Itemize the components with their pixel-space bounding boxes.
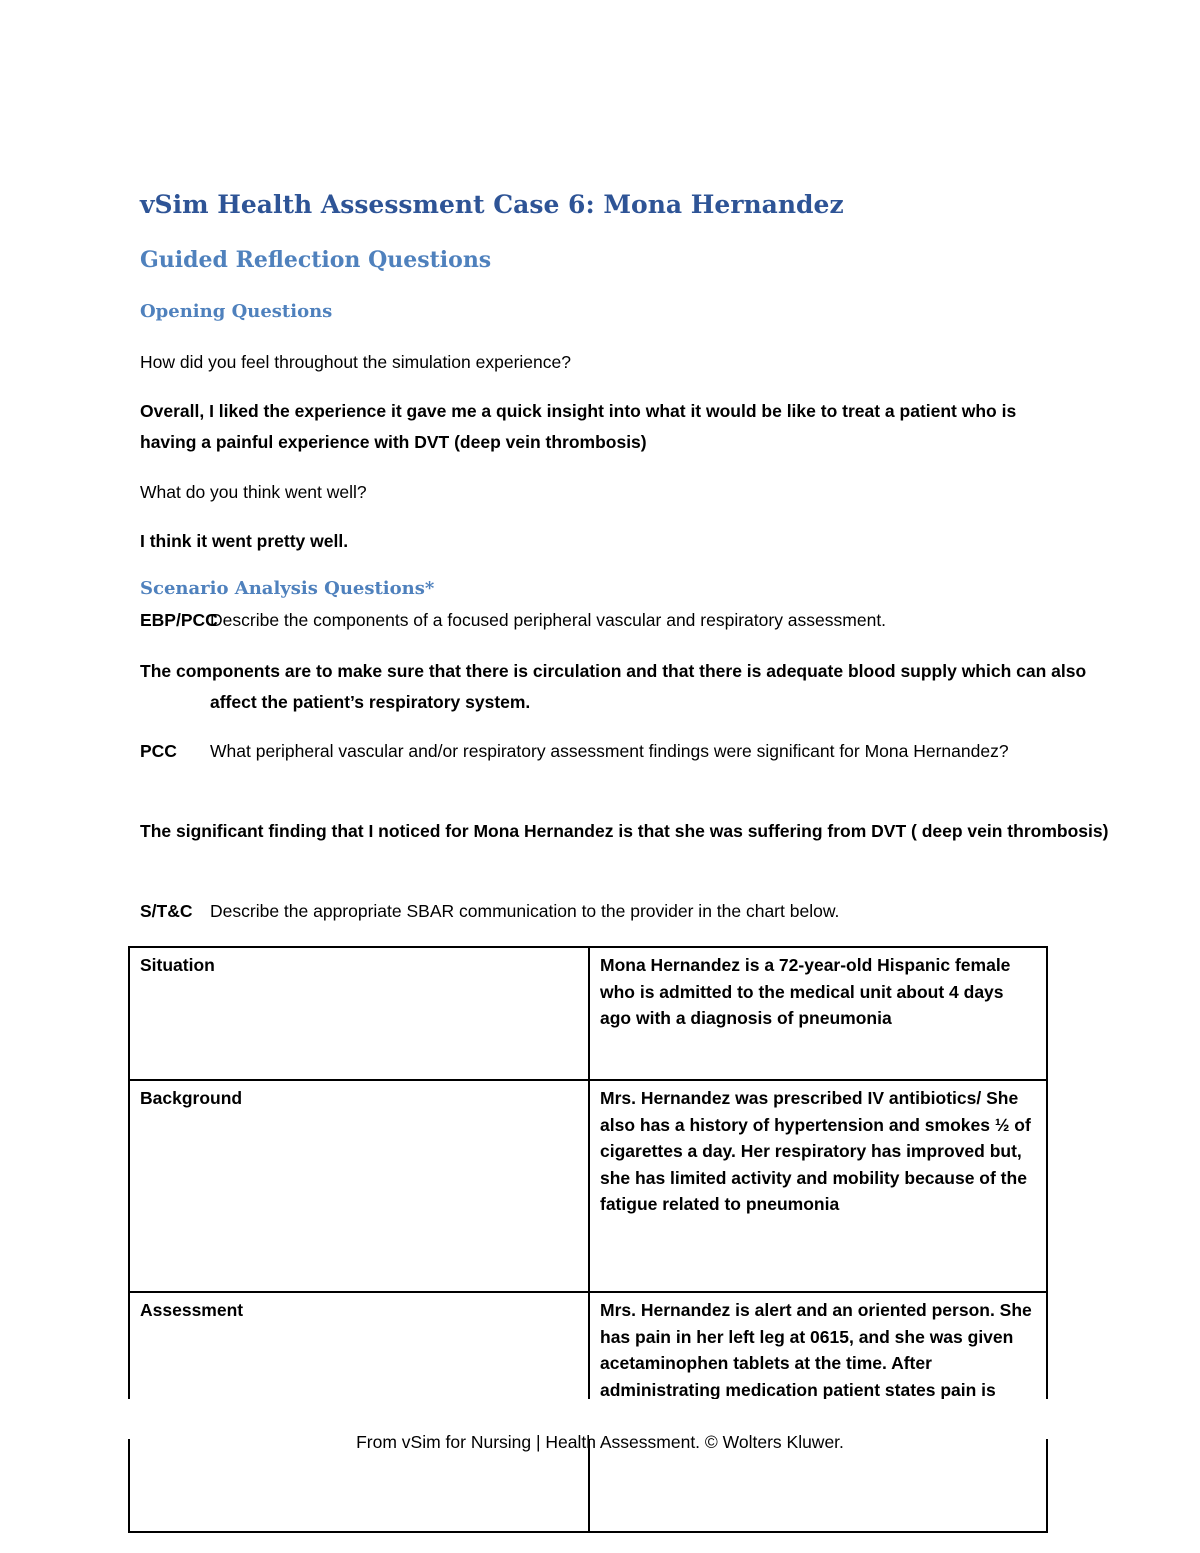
sbar-row-situation — [129, 947, 1047, 1080]
scenario-question-1 — [140, 605, 1110, 636]
scenario-question-2 — [140, 736, 1110, 767]
question-code-pcc: PCC — [140, 741, 177, 761]
opening-question-1: How did you feel throughout the simulation experience? — [140, 352, 571, 372]
opening-answer-1: Overall, I liked the experience it gave me a quick insight into what it would be like to treat a patient who is having a painful experience with DVT (deep vein thrombosis) — [140, 401, 1017, 452]
scenario-answer-2: The significant finding that I noticed for Mona Hernandez is that she was suffering from DVT ( deep vein thrombosis) — [140, 821, 1109, 841]
scenario-question-3 — [140, 896, 1110, 927]
sbar-row-background — [129, 1080, 1047, 1292]
scenario-question-1-text: Describe the components of a focused peripheral vascular and respiratory assessment. — [210, 610, 887, 630]
opening-question-2: What do you think went well? — [140, 482, 367, 502]
page-footer: From vSim for Nursing | Health Assessment. © Wolters Kluwer. — [356, 1432, 844, 1452]
document-title: vSim Health Assessment Case 6: Mona Hernandez — [140, 190, 844, 219]
question-code-stc: S/T&C — [140, 901, 193, 921]
sbar-value: Mona Hernandez is a 72-year-old Hispanic female who is admitted to the medical unit about 4 days ago with a diagnosis of pneumonia — [589, 947, 1047, 1080]
sbar-label: Assessment — [129, 1292, 589, 1532]
sbar-value: Mrs. Hernandez is alert and an oriented person. She has pain in her left leg at 0615, and she was given acetaminophen tablets at the time. After administrating medication patient states pain is — [589, 1292, 1047, 1532]
opening-questions-heading: Opening Questions — [140, 301, 333, 322]
scenario-question-2-text: What peripheral vascular and/or respiratory assessment findings were significant for Mona Hernandez? — [210, 741, 1009, 761]
scenario-answer-1: The components are to make sure that there is circulation and that there is adequate blood supply which can also affect the patient’s respiratory system. — [140, 661, 1087, 712]
opening-answer-2: I think it went pretty well. — [140, 531, 349, 551]
sbar-value: Mrs. Hernandez was prescribed IV antibiotics/ She also has a history of hypertension and smokes ½ of cigarettes a day. Her respiratory has improved but, she has limited activity and mobility because of the fatigue related to pneumonia — [589, 1080, 1047, 1292]
scenario-question-3-text: Describe the appropriate SBAR communication to the provider in the chart below. — [210, 901, 840, 921]
scenario-analysis-heading: Scenario Analysis Questions* — [140, 578, 435, 599]
question-code-ebp-pcc: EBP/PCC — [140, 610, 218, 630]
document-subtitle: Guided Reflection Questions — [140, 247, 492, 273]
sbar-label: Background — [129, 1080, 589, 1292]
sbar-label: Situation — [129, 947, 589, 1080]
